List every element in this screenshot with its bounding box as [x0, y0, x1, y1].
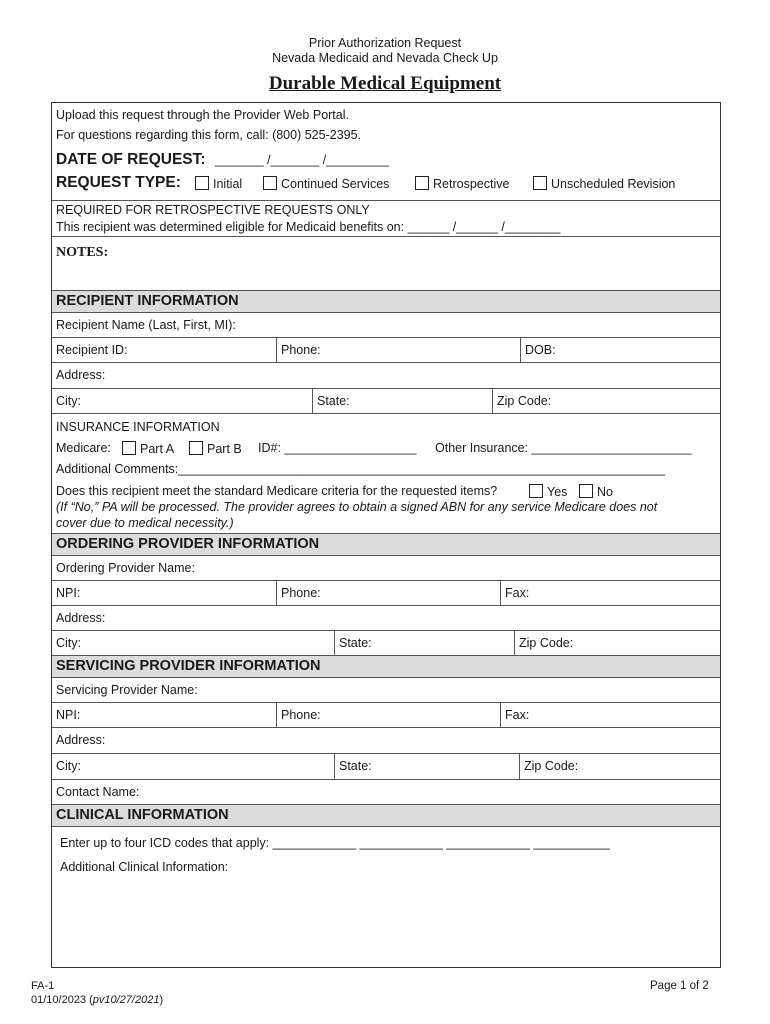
servicing-section-header — [52, 656, 720, 678]
document-title: Durable Medical Equipment — [268, 73, 502, 94]
checkbox[interactable] — [263, 176, 277, 190]
divider — [520, 338, 521, 362]
ordering-address-row[interactable] — [52, 606, 720, 631]
recipient-phone-label[interactable]: Phone: — [281, 343, 321, 357]
prior-auth-form — [51, 102, 721, 968]
divider — [492, 389, 493, 413]
medicare-criteria-question: Does this recipient meet the standard Medicare criteria for the requested items? — [56, 484, 498, 498]
notes-label: NOTES: — [56, 245, 109, 260]
section-title: RECIPIENT INFORMATION — [56, 293, 239, 309]
date-of-request-field[interactable]: _______ /_______ /_________ — [215, 153, 389, 167]
servicing-fax-label[interactable]: Fax: — [505, 708, 530, 722]
option-label: Continued Services — [281, 177, 390, 191]
retro-block — [52, 201, 720, 237]
page-number: Page 1 of 2 — [650, 980, 709, 992]
request-type-unscheduled[interactable] — [533, 176, 675, 191]
retro-eligibility-date[interactable]: This recipient was determined eligible for Medicaid benefits on: ______ /______ /________ — [56, 220, 561, 234]
form-date-text: 01/10/2023 ( — [31, 994, 93, 1006]
ordering-name-row[interactable] — [52, 556, 720, 581]
insurance-block — [52, 414, 720, 534]
abn-note-line-2: cover due to medical necessity.) — [56, 516, 234, 530]
servicing-zip-label[interactable]: Zip Code: — [524, 759, 579, 773]
request-type-initial[interactable] — [195, 176, 242, 191]
header-line-1: Prior Authorization Request — [308, 36, 462, 50]
divider — [500, 581, 501, 605]
option-label: Unscheduled Revision — [551, 177, 676, 191]
option-label: No — [597, 485, 613, 499]
criteria-yes[interactable] — [529, 484, 567, 499]
recipient-address-row[interactable] — [52, 363, 720, 389]
divider — [519, 754, 520, 779]
recipient-id-label[interactable]: Recipient ID: — [56, 343, 128, 357]
other-insurance-field[interactable]: Other Insurance: _______________________ — [435, 441, 692, 455]
checkbox[interactable] — [415, 176, 429, 190]
ordering-npi-row — [52, 581, 720, 606]
ordering-phone-label[interactable]: Phone: — [281, 586, 321, 600]
ordering-city-label[interactable]: City: — [56, 636, 81, 650]
insurance-heading: INSURANCE INFORMATION — [56, 420, 220, 434]
form-header — [0, 36, 770, 66]
section-title: ORDERING PROVIDER INFORMATION — [56, 536, 320, 552]
servicing-address-label: Address: — [56, 733, 106, 747]
checkbox[interactable] — [195, 176, 209, 190]
divider — [276, 703, 277, 727]
ordering-fax-label[interactable]: Fax: — [505, 586, 530, 600]
divider — [276, 581, 277, 605]
medicare-part-a[interactable] — [122, 441, 174, 456]
servicing-npi-label[interactable]: NPI: — [56, 708, 81, 722]
medicare-part-b[interactable] — [189, 441, 242, 456]
recipient-id-row — [52, 338, 720, 363]
clinical-block[interactable] — [52, 827, 720, 967]
upload-instruction: Upload this request through the Provider Web Portal. — [56, 108, 349, 122]
checkbox[interactable] — [529, 484, 543, 498]
recipient-address-label: Address: — [56, 368, 106, 382]
recipient-zip-label[interactable]: Zip Code: — [497, 394, 552, 408]
ordering-zip-label[interactable]: Zip Code: — [519, 636, 574, 650]
recipient-state-label[interactable]: State: — [317, 394, 350, 408]
icd-codes-field[interactable]: Enter up to four ICD codes that apply: ____________ ____________ ____________ ___________ — [60, 836, 610, 850]
form-date-close: ) — [159, 994, 164, 1006]
clinical-section-header — [52, 805, 720, 827]
request-type-retrospective[interactable] — [415, 176, 509, 191]
medicare-id-field[interactable]: ID#: ___________________ — [258, 441, 417, 455]
abn-note-line-1: (If “No,” PA will be processed. The provider agrees to obtain a signed ABN for any service Medicare does not — [56, 500, 658, 514]
servicing-address-row[interactable] — [52, 728, 720, 754]
servicing-name-label: Servicing Provider Name: — [56, 683, 198, 697]
checkbox[interactable] — [189, 441, 203, 455]
option-label: Part A — [140, 442, 175, 456]
checkbox[interactable] — [122, 441, 136, 455]
servicing-npi-row — [52, 703, 720, 728]
divider — [334, 631, 335, 655]
recipient-city-row — [52, 389, 720, 414]
option-label: Part B — [207, 442, 242, 456]
retro-heading: REQUIRED FOR RETROSPECTIVE REQUESTS ONLY — [56, 203, 370, 217]
recipient-section-header — [52, 291, 720, 313]
servicing-contact-label: Contact Name: — [56, 785, 140, 799]
ordering-section-header — [52, 534, 720, 556]
form-date — [31, 993, 163, 1007]
additional-clinical-label: Additional Clinical Information: — [60, 860, 229, 874]
servicing-city-label[interactable]: City: — [56, 759, 81, 773]
divider — [514, 631, 515, 655]
servicing-phone-label[interactable]: Phone: — [281, 708, 321, 722]
option-label: Initial — [213, 177, 243, 191]
divider — [334, 754, 335, 779]
request-type-continued[interactable] — [263, 176, 389, 191]
checkbox[interactable] — [579, 484, 593, 498]
servicing-contact-row[interactable] — [52, 780, 720, 805]
intro-block — [52, 103, 720, 201]
servicing-name-row[interactable] — [52, 678, 720, 703]
divider — [276, 338, 277, 362]
divider — [312, 389, 313, 413]
recipient-name-label: Recipient Name (Last, First, MI): — [56, 318, 236, 332]
recipient-name-row[interactable] — [52, 313, 720, 338]
form-id: FA-1 — [31, 980, 55, 992]
section-title: CLINICAL INFORMATION — [56, 807, 229, 823]
notes-block[interactable] — [52, 237, 720, 291]
date-of-request-label: DATE OF REQUEST: — [56, 151, 206, 168]
ordering-name-label: Ordering Provider Name: — [56, 561, 195, 575]
request-type-label: REQUEST TYPE: — [56, 174, 181, 191]
revision-date: pv10/27/2021 — [92, 994, 160, 1006]
option-label: Retrospective — [433, 177, 510, 191]
footer-left — [31, 979, 163, 1007]
servicing-city-row — [52, 754, 720, 780]
recipient-city-label[interactable]: City: — [56, 394, 81, 408]
header-line-2: Nevada Medicaid and Nevada Check Up — [272, 51, 498, 65]
section-title: SERVICING PROVIDER INFORMATION — [56, 658, 321, 674]
option-label: Yes — [547, 485, 568, 499]
ordering-city-row — [52, 631, 720, 656]
additional-comments-field[interactable]: Additional Comments:______________________________________________________________________ — [56, 462, 665, 476]
ordering-npi-label[interactable]: NPI: — [56, 586, 81, 600]
divider — [500, 703, 501, 727]
medicare-label: Medicare: — [56, 441, 111, 455]
recipient-dob-label[interactable]: DOB: — [525, 343, 556, 357]
checkbox[interactable] — [533, 176, 547, 190]
ordering-state-label[interactable]: State: — [339, 636, 372, 650]
servicing-state-label[interactable]: State: — [339, 759, 372, 773]
criteria-no[interactable] — [579, 484, 613, 499]
questions-phone: For questions regarding this form, call: (800) 525-2395. — [56, 128, 362, 142]
ordering-address-label: Address: — [56, 611, 106, 625]
